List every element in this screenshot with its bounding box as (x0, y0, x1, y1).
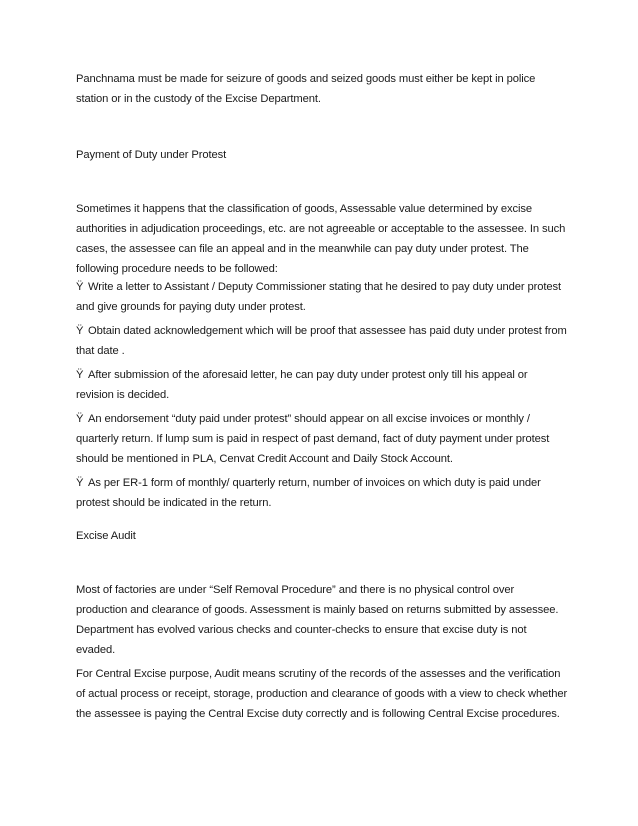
paragraph-text: Most of factories are under “Self Removal Procedure” and there is no physical control over production and clearance of goods. Assessment is mainly based on returns submitted by assessee. Department has evolved various checks and counter-checks to ensure that excise duty is not evaded. (76, 584, 559, 656)
paragraph-self-removal (76, 580, 568, 660)
paragraph-text: Sometimes it happens that the classification of goods, Assessable value determined by excise authorities in adjudication proceedings, etc. are not agreeable or acceptable to the assessee. In such cases, the assessee can file an appeal and in the meanwhile can pay duty under protest. The following procedure needs to be followed: (76, 203, 566, 275)
bullet-text: After submission of the aforesaid letter, he can pay duty under protest only till his appeal or revision is decided. (76, 369, 528, 401)
bullet-item-after-submission (76, 365, 568, 405)
heading-excise-audit (76, 526, 568, 546)
bullet-icon: Ÿ (76, 369, 84, 381)
paragraph-text: For Central Excise purpose, Audit means scrutiny of the records of the assesses and the verification of actual process or receipt, storage, production and clearance of goods with a view to check whether the assessee is paying the Central Excise duty correctly and is following Central Excise procedures. (76, 668, 568, 720)
paragraph-text: Panchnama must be made for seizure of goods and seized goods must either be kept in police station or in the custody of the Excise Department. (76, 73, 536, 105)
heading-text: Excise Audit (76, 530, 136, 542)
bullet-text: Write a letter to Assistant / Deputy Commissioner stating that he desired to pay duty under protest and give grounds for paying duty under protest. (76, 281, 562, 313)
bullet-icon: Ÿ (76, 325, 84, 337)
paragraph-panchnama (76, 69, 568, 109)
bullet-item-endorsement (76, 409, 568, 469)
bullet-item-er1-form (76, 473, 568, 513)
paragraph-sometimes (76, 199, 568, 279)
bullet-icon: Ÿ (76, 413, 84, 425)
paragraph-audit-definition (76, 664, 568, 724)
bullet-item-acknowledgement (76, 321, 568, 361)
heading-text: Payment of Duty under Protest (76, 149, 227, 161)
bullet-item-write-letter (76, 277, 568, 317)
heading-payment-under-protest (76, 145, 568, 165)
bullet-text: As per ER-1 form of monthly/ quarterly return, number of invoices on which duty is paid under protest should be indicated in the return. (76, 477, 541, 509)
bullet-text: An endorsement “duty paid under protest” should appear on all excise invoices or monthly / quarterly return. If lump sum is paid in respect of past demand, fact of duty payment under protest should be mentioned in PLA, Cenvat Credit Account and Daily Stock Account. (76, 413, 550, 465)
bullet-icon: Ÿ (76, 477, 84, 489)
bullet-text: Obtain dated acknowledgement which will be proof that assessee has paid duty under protest from that date . (76, 325, 567, 357)
bullet-icon: Ÿ (76, 281, 84, 293)
